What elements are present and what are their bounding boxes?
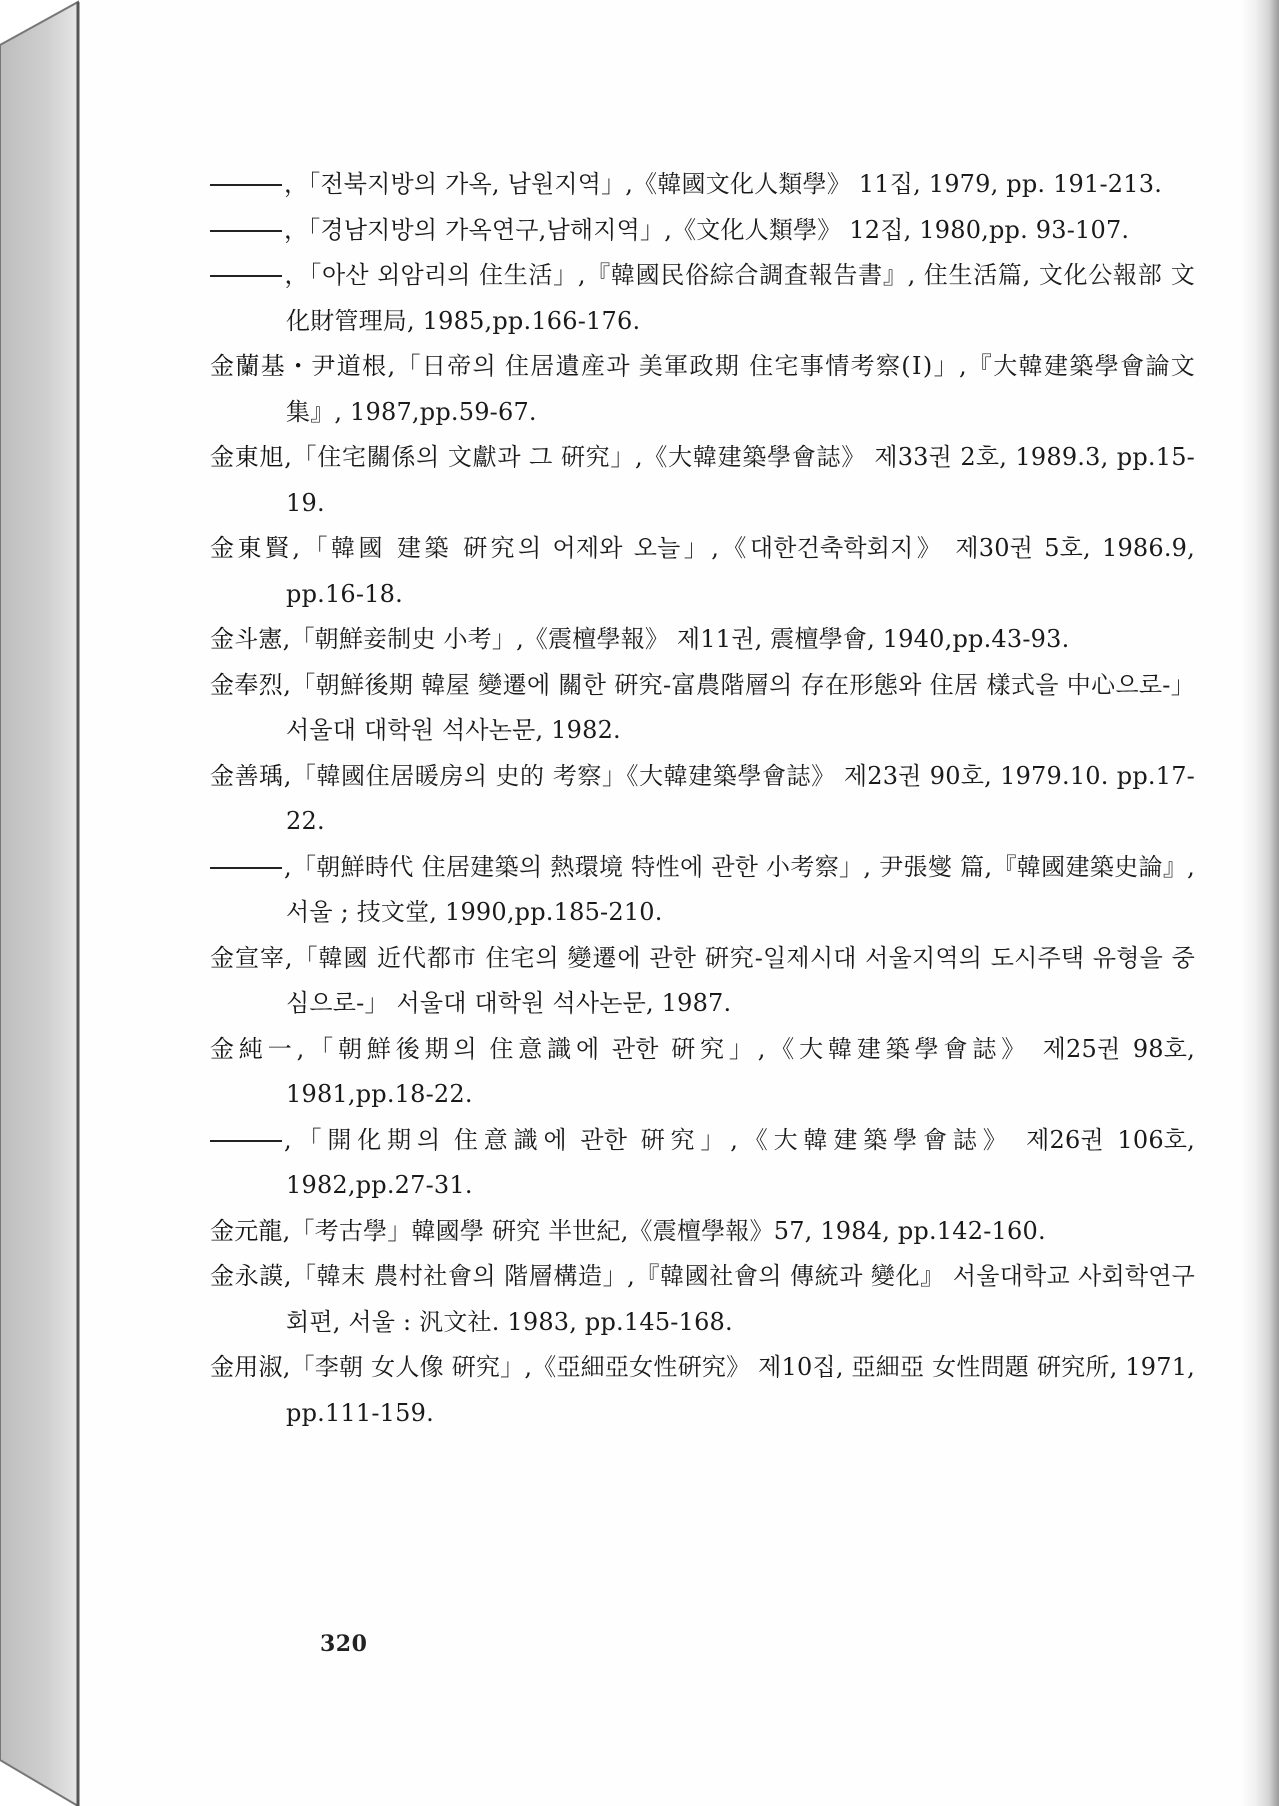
repeated-author-dash xyxy=(210,183,282,186)
bibliography-entry xyxy=(210,663,1195,754)
entry-text: ,「日帝의 住居遺産과 美軍政期 住宅事情考察(Ⅰ)」,『大韓建築學會論文集』, 1987,pp.59-67. xyxy=(286,352,1195,426)
bibliography-entry xyxy=(210,1027,1195,1118)
entry-text: ,「韓末 農村社會의 階層構造」,『韓國社會의 傳統과 變化』 서울대학교 사회학연구회편, 서울 : 汎文社. 1983, pp.145-168. xyxy=(283,1262,1195,1336)
bibliography-entry xyxy=(210,1345,1195,1436)
entry-author: 金永謨 xyxy=(210,1262,284,1290)
book-edge-shape xyxy=(0,0,80,1806)
entry-text: ,「韓國住居暖房의 史的 考察」《大韓建築學會誌》 제23권 90호, 1979.10. pp.17-22. xyxy=(283,761,1195,835)
bibliography-entry xyxy=(210,617,1195,663)
bibliography-entry xyxy=(210,1209,1195,1255)
book-spine xyxy=(0,0,80,1806)
entry-text: ,「住宅關係의 文獻과 그 硏究」,《大韓建築學會誌》 제33권 2호, 1989.3, pp.15-19. xyxy=(284,443,1195,517)
entry-text: ,「韓國 近代都市 住宅의 變遷에 관한 硏究-일제시대 서울지역의 도시주택 유형을 중심으로-」 서울대 대학원 석사논문, 1987. xyxy=(284,943,1195,1017)
entry-author: 金善瑀 xyxy=(210,761,284,790)
entry-text: ,「韓國 建築 硏究의 어제와 오늘」,《대한건축학회지》 제30권 5호, 1986.9, pp.16-18. xyxy=(286,534,1195,608)
entry-text: ,「李朝 女人像 硏究」,《亞細亞女性硏究》 제10집, 亞細亞 女性問題 硏究所, 1971, pp.111-159. xyxy=(282,1353,1195,1427)
entry-text: ,「朝鮮後期의 住意識에 관한 硏究」,《大韓建築學會誌》 제25권 98호, 1981,pp.18-22. xyxy=(286,1034,1195,1108)
repeated-author-dash xyxy=(210,274,282,277)
entry-text: ,「開化期의 住意識에 관한 硏究」,《大韓建築學會誌》 제26권 106호, 1982,pp.27-31. xyxy=(284,1125,1195,1199)
entry-author: 金宣宰 xyxy=(210,943,285,972)
bibliography-entry xyxy=(210,845,1195,936)
entry-author: 金奉烈 xyxy=(210,670,284,699)
bibliography-entry xyxy=(210,344,1195,435)
entry-author: 金斗憲 xyxy=(210,625,283,653)
entry-text: ，「아산 외암리의 住生活」,『韓國民俗綜合調査報告書』, 住生活篇, 文化公報部 文化財管理局, 1985,pp.166-176. xyxy=(284,261,1195,335)
bibliography-entry xyxy=(210,526,1195,617)
repeated-author-dash xyxy=(210,229,282,232)
entry-text: ,「考古學」韓國學 硏究 半世紀,《震檀學報》57, 1984, pp.142-160. xyxy=(282,1216,1046,1245)
repeated-author-dash xyxy=(210,1139,282,1142)
bibliography-entry xyxy=(210,253,1195,344)
page-number: 320 xyxy=(320,1631,368,1657)
entry-author: 金元龍 xyxy=(210,1216,283,1245)
entry-author: 金蘭基・尹道根 xyxy=(210,352,388,380)
bibliography-entry xyxy=(210,435,1195,526)
bibliography-entry xyxy=(210,936,1195,1027)
entry-text: ，「경남지방의 가옥연구,남해지역」,《文化人類學》 12집, 1980,pp. 93-107. xyxy=(284,215,1130,244)
bibliography-entry xyxy=(210,162,1195,208)
entry-author: 金東賢 xyxy=(210,534,293,562)
bibliography-entry xyxy=(210,754,1195,845)
entry-author: 金純一 xyxy=(210,1034,297,1063)
bibliography-entry xyxy=(210,208,1195,254)
repeated-author-dash xyxy=(210,866,282,869)
entry-text: ,「朝鮮妾制史 小考」,《震檀學報》 제11권, 震檀學會, 1940,pp.43-93. xyxy=(282,625,1070,653)
bibliography-entry xyxy=(210,1118,1195,1209)
book-page xyxy=(80,0,1239,1806)
bibliography-list xyxy=(210,162,1195,1436)
entry-text: ,「朝鮮時代 住居建築의 熱環境 特性에 관한 小考察」, 尹張燮 篇,『韓國建築史論』, 서울 ; 技文堂, 1990,pp.185-210. xyxy=(284,852,1195,926)
page-right-edge-shadow xyxy=(1239,0,1279,1806)
entry-author: 金東旭 xyxy=(210,443,285,471)
bibliography-entry xyxy=(210,1254,1195,1345)
entry-text: ，「전북지방의 가옥, 남원지역」,《韓國文化人類學》 11집, 1979, pp. 191-213. xyxy=(284,170,1163,198)
entry-text: ,「朝鮮後期 韓屋 變遷에 關한 硏究-富農階層의 存在形態와 住居 樣式을 中心으로-」 서울대 대학원 석사논문, 1982. xyxy=(283,670,1195,744)
entry-author: 金用淑 xyxy=(210,1353,283,1381)
